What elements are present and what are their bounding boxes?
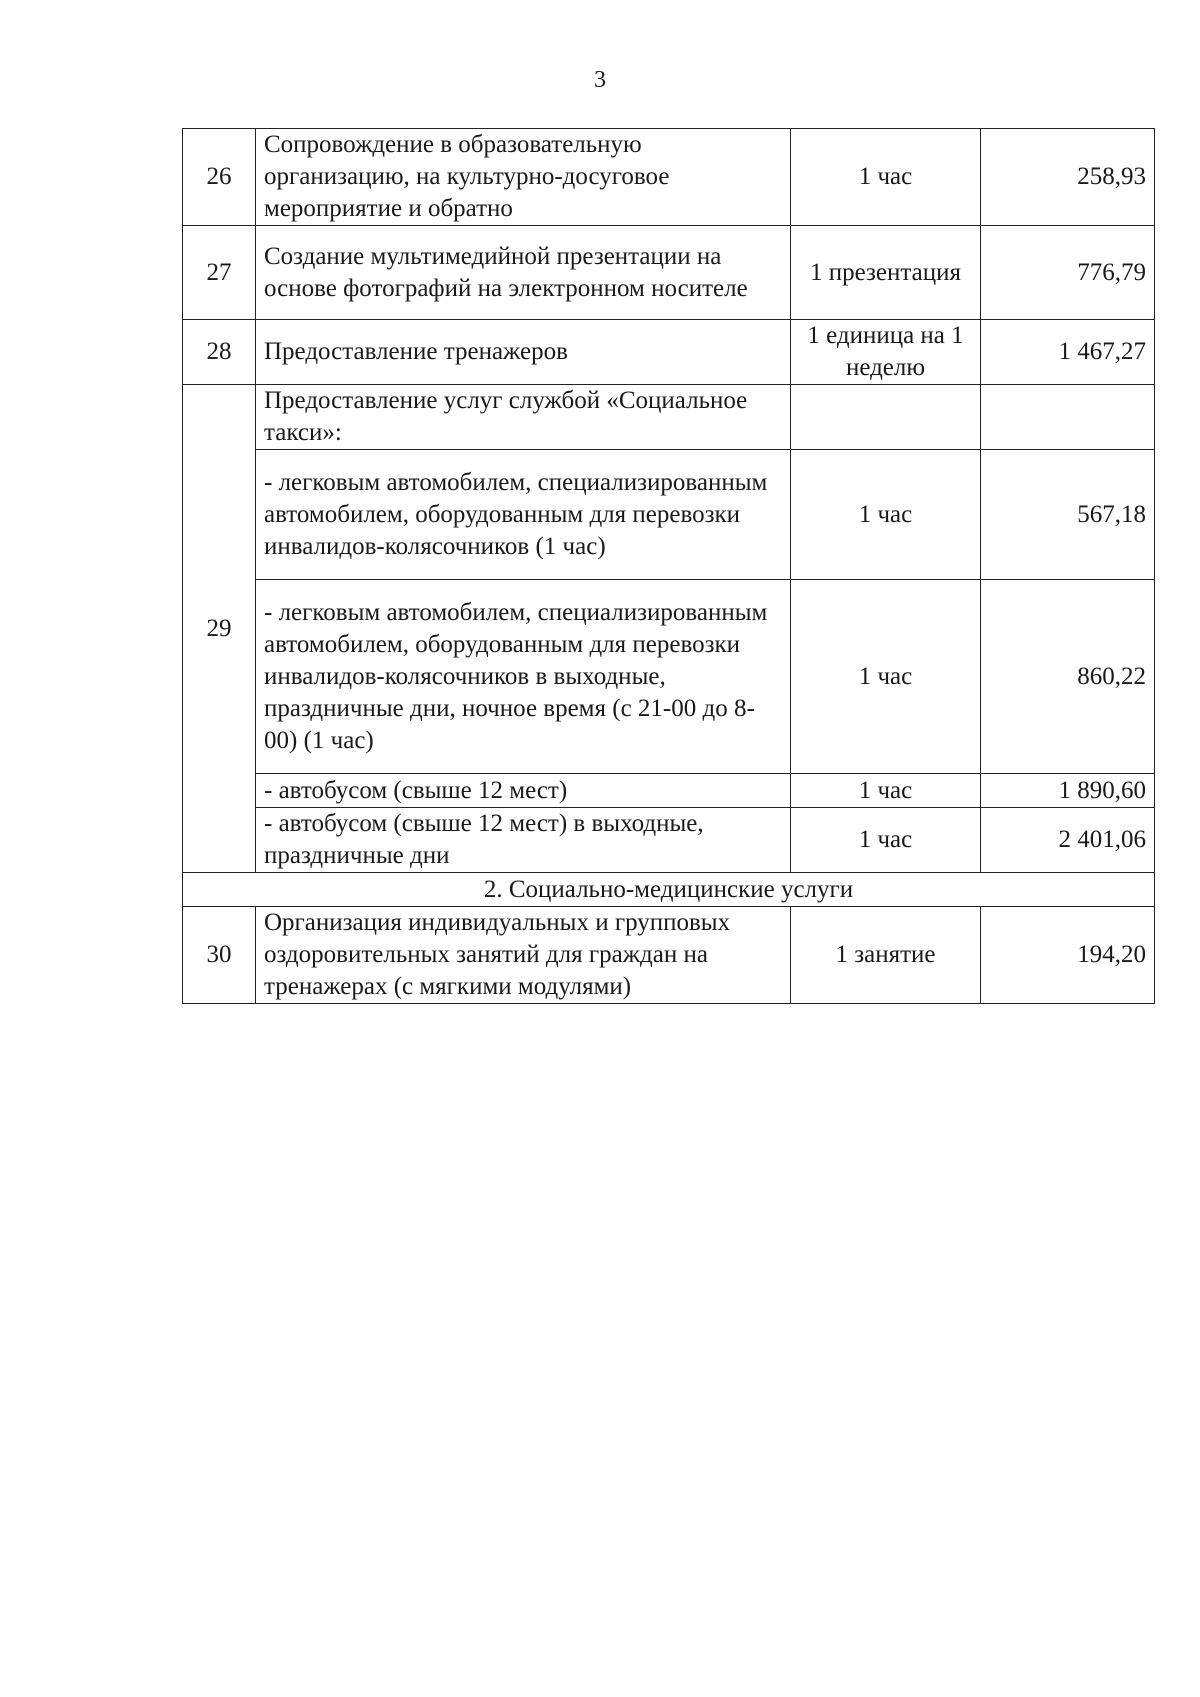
service-name: - автобусом (свыше 12 мест) в выходные, праздничные дни (256, 808, 791, 873)
service-price: 194,20 (981, 907, 1155, 1004)
table-row (183, 385, 1155, 450)
section-heading: 2. Социально-медицинские услуги (183, 873, 1155, 907)
tariff-table (182, 128, 1155, 1004)
service-price: 2 401,06 (981, 808, 1155, 873)
service-name: Создание мультимедийной презентации на основе фотографий на электронном носителе (256, 226, 791, 320)
row-number: 26 (183, 129, 256, 226)
row-number: 27 (183, 226, 256, 320)
table-row (183, 808, 1155, 873)
service-price: 258,93 (981, 129, 1155, 226)
table-row (183, 774, 1155, 808)
service-price: 567,18 (981, 450, 1155, 580)
service-unit: 1 час (791, 774, 981, 808)
service-price: 860,22 (981, 580, 1155, 774)
service-price: 776,79 (981, 226, 1155, 320)
service-unit: 1 презентация (791, 226, 981, 320)
service-unit: 1 час (791, 450, 981, 580)
table-row (183, 450, 1155, 580)
row-number: 30 (183, 907, 256, 1004)
table-row (183, 129, 1155, 226)
service-name: Сопровождение в образовательную организацию, на культурно-досуговое мероприятие и обратно (256, 129, 791, 226)
service-name: - легковым автомобилем, специализированным автомобилем, оборудованным для перевозки инвалидов-колясочников (1 час) (256, 450, 791, 580)
service-name: - легковым автомобилем, специализированным автомобилем, оборудованным для перевозки инвалидов-колясочников в выходные, праздничные дни, ночное время (с 21-00 до 8-00) (1 час) (256, 580, 791, 774)
service-price: 1 467,27 (981, 320, 1155, 385)
service-group-title: Предоставление услуг службой «Социальное такси»: (256, 385, 791, 450)
service-unit: 1 час (791, 580, 981, 774)
table-row (183, 320, 1155, 385)
service-name: Организация индивидуальных и групповых оздоровительных занятий для граждан на тренажерах (с мягкими модулями) (256, 907, 791, 1004)
service-unit (791, 385, 981, 450)
service-name: Предоставление тренажеров (256, 320, 791, 385)
service-price: 1 890,60 (981, 774, 1155, 808)
row-number: 29 (183, 385, 256, 873)
service-price (981, 385, 1155, 450)
row-number: 28 (183, 320, 256, 385)
service-unit: 1 час (791, 129, 981, 226)
service-unit: 1 час (791, 808, 981, 873)
table-row (183, 226, 1155, 320)
table-row (183, 580, 1155, 774)
service-unit: 1 единица на 1 неделю (791, 320, 981, 385)
page-number: 3 (594, 67, 606, 93)
service-unit: 1 занятие (791, 907, 981, 1004)
section-row (183, 873, 1155, 907)
service-name: - автобусом (свыше 12 мест) (256, 774, 791, 808)
table-row (183, 907, 1155, 1004)
